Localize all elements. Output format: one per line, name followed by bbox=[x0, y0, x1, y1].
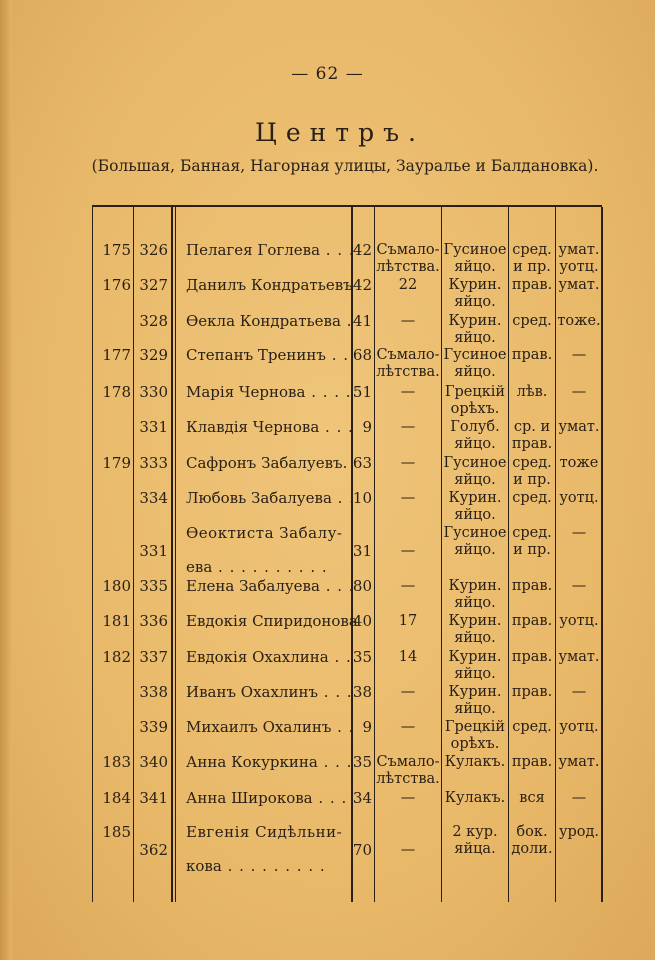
person-name-line: Евдокія Спиридонова bbox=[186, 612, 358, 630]
location bbox=[509, 277, 555, 294]
location bbox=[509, 790, 555, 807]
location-line: прав. bbox=[511, 613, 553, 629]
size-description-line: орѣхъ. bbox=[450, 736, 500, 752]
person-name bbox=[186, 418, 354, 436]
source bbox=[556, 578, 602, 595]
person-name-line: Клавдія Чернова bbox=[186, 418, 320, 436]
entry-number: 184 bbox=[102, 789, 131, 807]
size-description bbox=[442, 649, 508, 683]
size-description bbox=[442, 384, 508, 418]
size-description-line: Гусиное bbox=[443, 347, 507, 363]
location-line: прав. bbox=[511, 436, 553, 452]
person-name bbox=[186, 612, 358, 630]
person-name-line: Ѳеоктиста Забалу- bbox=[186, 524, 343, 542]
location bbox=[509, 347, 555, 364]
size-description-line: Голуб. bbox=[450, 419, 500, 435]
leader-dots: . bbox=[340, 312, 353, 330]
size-description-line: яйцо. bbox=[454, 330, 496, 346]
source-line: — bbox=[571, 525, 587, 541]
size-description-line: Курин. bbox=[448, 277, 502, 293]
table-top-rule bbox=[92, 205, 602, 207]
age: 51 bbox=[352, 383, 372, 401]
size-description-line: яйцо. bbox=[454, 666, 496, 682]
leader-dots: . . . . bbox=[305, 383, 352, 401]
birth-status bbox=[375, 684, 441, 701]
leader-dots: . . . . . . . . . . bbox=[212, 558, 328, 576]
case-number: 340 bbox=[139, 753, 168, 771]
person-name bbox=[186, 489, 355, 507]
birth-status bbox=[375, 719, 441, 736]
entry-number: 175 bbox=[102, 241, 131, 259]
size-description-line: яйцо. bbox=[454, 630, 496, 646]
location-line: сред. bbox=[512, 242, 552, 258]
age: 63 bbox=[352, 454, 372, 472]
location bbox=[509, 419, 555, 453]
source-line: тоже. bbox=[557, 313, 601, 329]
source-line: — bbox=[571, 347, 587, 363]
birth-status bbox=[375, 384, 441, 401]
source bbox=[556, 684, 602, 701]
size-description-line: Курин. bbox=[448, 613, 502, 629]
birth-status-line: — bbox=[400, 313, 416, 329]
leader-dots: . . bbox=[325, 346, 349, 364]
birth-status-line: — bbox=[400, 719, 416, 735]
person-name-line: ева bbox=[186, 558, 213, 576]
case-number: 362 bbox=[139, 841, 168, 859]
age: 80 bbox=[352, 577, 372, 595]
size-description bbox=[442, 490, 508, 524]
age: 40 bbox=[352, 612, 372, 630]
leader-dots: . . . bbox=[312, 789, 348, 807]
table-rule bbox=[175, 207, 176, 902]
birth-status bbox=[375, 313, 441, 330]
person-name bbox=[186, 753, 353, 771]
size-description bbox=[442, 754, 508, 771]
person-name bbox=[186, 683, 353, 701]
birth-status bbox=[375, 578, 441, 595]
birth-status-line: лѣтства. bbox=[376, 364, 440, 380]
location-line: прав. bbox=[511, 754, 553, 770]
age: 9 bbox=[362, 418, 372, 436]
age: 34 bbox=[352, 789, 372, 807]
location bbox=[509, 649, 555, 666]
location bbox=[509, 242, 555, 276]
source bbox=[556, 455, 602, 472]
birth-status-line: — bbox=[400, 842, 416, 858]
size-description bbox=[442, 313, 508, 347]
location-line: сред. bbox=[512, 313, 552, 329]
person-name bbox=[186, 276, 353, 294]
location bbox=[509, 684, 555, 701]
source bbox=[556, 384, 602, 401]
location-line: доли. bbox=[511, 841, 553, 857]
location-line: бок. bbox=[516, 824, 548, 840]
size-description-line: яйцо. bbox=[454, 436, 496, 452]
size-description bbox=[442, 790, 508, 807]
birth-status-line: — bbox=[400, 684, 416, 700]
entry-number: 177 bbox=[102, 346, 131, 364]
size-description-line: Кулакъ. bbox=[444, 754, 506, 770]
source bbox=[556, 754, 602, 771]
person-name bbox=[186, 241, 355, 259]
source-line: уотц. bbox=[559, 719, 599, 735]
source bbox=[556, 790, 602, 807]
case-number: 338 bbox=[139, 683, 168, 701]
entry-number: 181 bbox=[102, 612, 131, 630]
location-line: прав. bbox=[511, 684, 553, 700]
birth-status bbox=[375, 419, 441, 436]
source-line: уотц. bbox=[559, 613, 599, 629]
location-line: ср. и bbox=[513, 419, 551, 435]
person-name bbox=[186, 577, 355, 595]
entry-number: 180 bbox=[102, 577, 131, 595]
case-number: 328 bbox=[139, 312, 168, 330]
size-description bbox=[442, 719, 508, 753]
case-number: 330 bbox=[139, 383, 168, 401]
source-line: — bbox=[571, 384, 587, 400]
leader-dots: . . . bbox=[318, 683, 353, 701]
size-description bbox=[442, 578, 508, 612]
person-name-line: Сафронъ Забалуевъ. bbox=[186, 454, 348, 472]
location bbox=[509, 525, 555, 559]
size-description-line: яйцо. bbox=[454, 595, 496, 611]
case-number: 327 bbox=[139, 276, 168, 294]
source bbox=[556, 525, 602, 542]
location-line: прав. bbox=[511, 649, 553, 665]
size-description bbox=[442, 824, 508, 858]
birth-status bbox=[375, 455, 441, 472]
location bbox=[509, 824, 555, 858]
birth-status bbox=[375, 347, 441, 381]
birth-status bbox=[375, 649, 441, 666]
location-line: сред. bbox=[512, 719, 552, 735]
location bbox=[509, 754, 555, 771]
leader-dots: . . bbox=[328, 648, 352, 666]
age: 42 bbox=[352, 276, 372, 294]
birth-status-line: Съмало- bbox=[376, 242, 440, 258]
size-description-line: яйцо. bbox=[454, 364, 496, 380]
size-description-line: яйцо. bbox=[454, 259, 496, 275]
person-name-line: Анна Широкова bbox=[186, 789, 313, 807]
source-line: уотц. bbox=[559, 490, 599, 506]
source bbox=[556, 419, 602, 436]
size-description-line: Гусиное bbox=[443, 242, 507, 258]
entry-number: 183 bbox=[102, 753, 131, 771]
size-description bbox=[442, 455, 508, 489]
birth-status-line: 22 bbox=[398, 277, 418, 293]
case-number: 334 bbox=[139, 489, 168, 507]
location-line: сред. bbox=[512, 525, 552, 541]
location bbox=[509, 578, 555, 595]
person-name-line: Любовь Забалуева bbox=[186, 489, 332, 507]
size-description bbox=[442, 277, 508, 311]
table-rule bbox=[133, 207, 134, 902]
location-line: сред. bbox=[512, 455, 552, 471]
entry-number: 176 bbox=[102, 276, 131, 294]
location bbox=[509, 313, 555, 330]
location bbox=[509, 490, 555, 507]
size-description bbox=[442, 347, 508, 381]
person-name bbox=[186, 790, 350, 807]
birth-status bbox=[375, 842, 441, 859]
leader-dots: . . bbox=[331, 718, 355, 736]
person-name bbox=[186, 718, 355, 736]
size-description-line: Грецкій bbox=[444, 719, 506, 735]
case-number: 329 bbox=[139, 346, 168, 364]
source bbox=[556, 649, 602, 666]
source bbox=[556, 277, 602, 294]
case-number: 335 bbox=[139, 577, 168, 595]
birth-status-line: лѣтства. bbox=[376, 259, 440, 275]
case-number: 333 bbox=[139, 454, 168, 472]
source-line: уотц. bbox=[559, 259, 599, 275]
table-rule bbox=[92, 207, 93, 902]
person-name bbox=[186, 384, 350, 401]
entry-number: 178 bbox=[102, 383, 131, 401]
person-name-line: Пелагея Гоглева bbox=[186, 241, 321, 259]
size-description bbox=[442, 525, 508, 559]
person-name-line: Ѳекла Кондратьева bbox=[186, 312, 341, 330]
person-name-line: кова bbox=[186, 857, 222, 875]
location-line: прав. bbox=[511, 578, 553, 594]
location-line: вся bbox=[519, 790, 545, 806]
page-number: — 62 — bbox=[291, 64, 364, 84]
source-line: умат. bbox=[558, 277, 600, 293]
source bbox=[556, 490, 602, 507]
size-description bbox=[442, 419, 508, 453]
source-line: умат. bbox=[558, 754, 600, 770]
birth-status bbox=[375, 543, 441, 560]
person-name-line: Евдокія Охахлина bbox=[186, 648, 329, 666]
birth-status-line: — bbox=[400, 455, 416, 471]
birth-status-line: — bbox=[400, 384, 416, 400]
birth-status-line: — bbox=[400, 419, 416, 435]
birth-status-line: Съмало- bbox=[376, 754, 440, 770]
person-name-line: Евгенія Сидѣльни- bbox=[186, 823, 343, 841]
case-number: 331 bbox=[139, 418, 168, 436]
location-line: прав. bbox=[511, 277, 553, 293]
source bbox=[556, 613, 602, 630]
case-number: 336 bbox=[139, 612, 168, 630]
birth-status-line: — bbox=[400, 790, 416, 806]
leader-dots: . . . bbox=[317, 753, 353, 771]
age: 38 bbox=[352, 683, 372, 701]
age: 35 bbox=[352, 753, 372, 771]
size-description-line: Курин. bbox=[448, 490, 502, 506]
birth-status-line: — bbox=[400, 543, 416, 559]
leader-dots: . . bbox=[331, 489, 355, 507]
size-description-line: Грецкій bbox=[444, 384, 506, 400]
birth-status bbox=[375, 242, 441, 276]
person-name bbox=[186, 649, 350, 666]
entry-number: 179 bbox=[102, 454, 131, 472]
age: 31 bbox=[352, 542, 372, 560]
size-description-line: яйца. bbox=[454, 841, 496, 857]
size-description bbox=[442, 684, 508, 718]
birth-status bbox=[375, 613, 441, 630]
location-line: прав. bbox=[511, 347, 553, 363]
source-line: — bbox=[571, 578, 587, 594]
birth-status-line: лѣтства. bbox=[376, 771, 440, 787]
birth-status bbox=[375, 277, 441, 294]
birth-status-line: — bbox=[400, 578, 416, 594]
age: 41 bbox=[352, 312, 372, 330]
size-description-line: Гусиное bbox=[443, 455, 507, 471]
person-name-line: Марія Чернова bbox=[186, 383, 306, 401]
size-description-line: орѣхъ. bbox=[450, 401, 500, 417]
size-description-line: яйцо. bbox=[454, 472, 496, 488]
size-description-line: Кулакъ. bbox=[444, 790, 506, 806]
age: 70 bbox=[352, 841, 372, 859]
source-line: тоже bbox=[559, 455, 599, 471]
leader-dots: . . . bbox=[320, 241, 355, 259]
birth-status-line: 17 bbox=[398, 613, 418, 629]
size-description-line: Гусиное bbox=[443, 525, 507, 541]
birth-status-line: 14 bbox=[398, 649, 418, 665]
section-subtitle: (Большая, Банная, Нагорная улицы, Зауралье и Балдановка). bbox=[91, 157, 599, 175]
case-number: 341 bbox=[139, 789, 168, 807]
birth-status bbox=[375, 490, 441, 507]
person-name bbox=[186, 525, 350, 576]
location-line: лѣв. bbox=[516, 384, 548, 400]
location-line: и пр. bbox=[513, 542, 551, 558]
location bbox=[509, 384, 555, 401]
location-line: и пр. bbox=[513, 259, 551, 275]
entry-number: 185 bbox=[102, 823, 131, 841]
age: 68 bbox=[352, 346, 372, 364]
case-number: 326 bbox=[139, 241, 168, 259]
location bbox=[509, 719, 555, 736]
location bbox=[509, 455, 555, 489]
person-name-line: Данилъ Кондратьевъ bbox=[186, 276, 353, 294]
person-name bbox=[186, 455, 350, 472]
source bbox=[556, 824, 602, 841]
source bbox=[556, 719, 602, 736]
location-line: сред. bbox=[512, 490, 552, 506]
size-description-line: яйцо. bbox=[454, 701, 496, 717]
source bbox=[556, 347, 602, 364]
age: 10 bbox=[352, 489, 372, 507]
size-description-line: Курин. bbox=[448, 649, 502, 665]
person-name-line: Иванъ Охахлинъ bbox=[186, 683, 319, 701]
person-name bbox=[186, 824, 350, 875]
age: 35 bbox=[352, 648, 372, 666]
leader-dots: . . . . . . . . . bbox=[221, 857, 326, 875]
size-description-line: яйцо. bbox=[454, 507, 496, 523]
age: 42 bbox=[352, 241, 372, 259]
source-line: умат. bbox=[558, 242, 600, 258]
location bbox=[509, 613, 555, 630]
person-name-line: Елена Забалуева bbox=[186, 577, 320, 595]
size-description-line: 2 кур. bbox=[452, 824, 498, 840]
size-description bbox=[442, 242, 508, 276]
leader-dots: . . . bbox=[319, 418, 354, 436]
person-name-line: Анна Кокуркина bbox=[186, 753, 318, 771]
age: 9 bbox=[362, 718, 372, 736]
size-description-line: яйцо. bbox=[454, 294, 496, 310]
source bbox=[556, 242, 602, 276]
birth-status bbox=[375, 754, 441, 788]
person-name bbox=[186, 312, 353, 330]
source-line: умат. bbox=[558, 649, 600, 665]
source-line: — bbox=[571, 790, 587, 806]
person-name-line: Степанъ Тренинъ bbox=[186, 346, 326, 364]
birth-status bbox=[375, 790, 441, 807]
case-number: 339 bbox=[139, 718, 168, 736]
birth-status-line: Съмало- bbox=[376, 347, 440, 363]
size-description-line: Курин. bbox=[448, 578, 502, 594]
source-line: — bbox=[571, 684, 587, 700]
source-line: умат. bbox=[558, 419, 600, 435]
case-number: 331 bbox=[139, 542, 168, 560]
location-line: и пр. bbox=[513, 472, 551, 488]
table-rule bbox=[171, 207, 173, 902]
source bbox=[556, 313, 602, 330]
source-line: урод. bbox=[558, 824, 600, 840]
entry-number: 182 bbox=[102, 648, 131, 666]
size-description-line: Курин. bbox=[448, 313, 502, 329]
case-number: 337 bbox=[139, 648, 168, 666]
leader-dots: . . . bbox=[319, 577, 355, 595]
person-name-line: Михаилъ Охалинъ bbox=[186, 718, 332, 736]
birth-status-line: — bbox=[400, 490, 416, 506]
size-description-line: яйцо. bbox=[454, 542, 496, 558]
person-name bbox=[186, 347, 350, 364]
size-description-line: Курин. bbox=[448, 684, 502, 700]
section-title: Центръ. bbox=[255, 118, 425, 147]
size-description bbox=[442, 613, 508, 647]
